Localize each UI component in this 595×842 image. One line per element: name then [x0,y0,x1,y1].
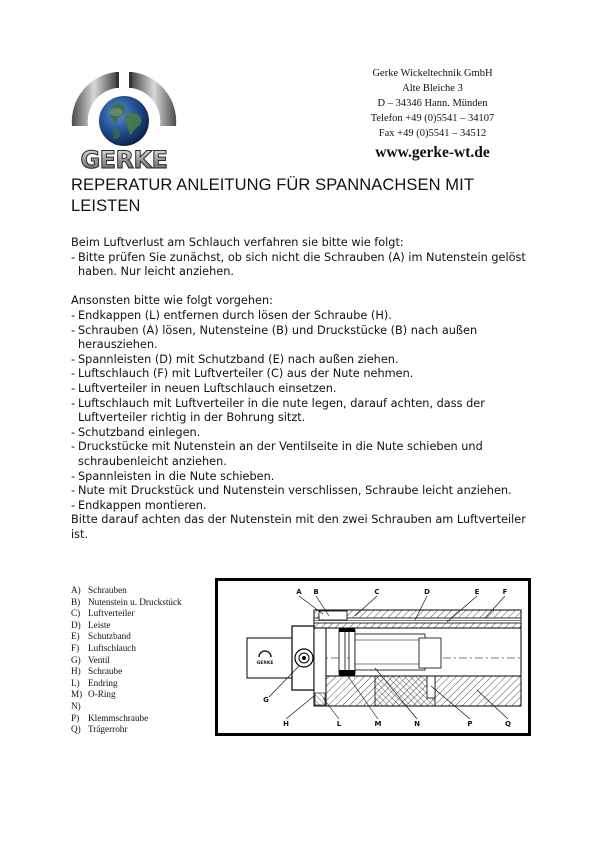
label-f: F [502,588,508,596]
legend-row [71,666,216,678]
label-b: B [313,588,319,596]
label-a: A [296,588,302,596]
legend-key: M) [71,689,83,700]
section2-step: - Spannleisten in die Nute schieben. [71,470,541,485]
company-website: www.gerke-wt.de [375,144,490,161]
drawing-badge: GERKE [256,661,274,666]
legend-key: P) [71,712,80,723]
section1-step: - Bitte prüfen Sie zunächst, ob sich nicht die Schrauben (A) im Nutenstein gelöst haben. Nur leicht anziehen. [71,251,541,280]
label-d: D [424,588,430,596]
company-city: D – 34346 Hann. Münden [377,98,488,109]
legend-key: N) [71,700,81,711]
legend-row [71,724,216,736]
section2-step: - Luftschlauch (F) mit Luftverteiler (C) aus der Nute nehmen. [71,367,541,382]
legend-row [71,701,216,713]
shaft-cross-section-drawing [215,578,531,736]
legend-row [71,597,216,609]
section2-step: - Druckstücke mit Nutenstein an der Ventilseite in die Nute schieben und schraubenleicht anziehen. [71,440,541,469]
legend-label: Ventil [88,654,110,665]
parts-legend [71,585,216,736]
label-m: M [374,720,382,728]
section2-steps [71,309,541,513]
legend-key: D) [71,619,81,630]
legend-key: L) [71,677,80,688]
label-q: Q [505,720,511,728]
section2-step: - Schrauben (A) lösen, Nutensteine (B) und Druckstücke (B) nach außen herausziehen. [71,324,541,353]
label-g: G [263,696,269,704]
legend-key: Q) [71,724,81,735]
section1-steps [71,251,541,280]
instructions-body [71,236,541,542]
legend-label: Trägerrohr [88,724,128,735]
legend-row [71,678,216,690]
legend-label: Schraube [88,666,123,677]
legend-key: A) [71,585,81,595]
logo-wordmark: GERKE [80,146,168,172]
legend-label: Luftschlauch [88,642,136,653]
company-name: Gerke Wickeltechnik GmbH [372,68,493,79]
section2-step: - Luftschlauch mit Luftverteiler in die nute legen, darauf achten, dass der Luftverteiler richtig in der Bohrung sitzt. [71,397,541,426]
legend-label: Luftverteiler [88,608,135,619]
legend-label: Leiste [88,619,111,630]
label-n: N [414,720,420,728]
legend-key: C) [71,608,81,619]
legend-label: Endring [88,677,118,688]
section1-intro: Beim Luftverlust am Schlauch verfahren sie bitte wie folgt: [71,236,404,249]
gerke-logo-graphic [68,68,180,172]
legend-row [71,585,216,597]
legend-row [71,713,216,725]
section2-step: - Endkappen montieren. [71,499,541,514]
legend-key: F) [71,642,80,653]
legend-label: Nutenstein u. Druckstück [88,596,182,607]
legend-label: Schrauben [88,585,127,595]
gerke-logo [68,68,180,172]
section2-intro: Ansonsten bitte wie folgt vorgehen: [71,294,273,308]
label-c: C [374,588,380,596]
shaft-cross-section-figure [215,578,531,736]
section2-step: - Spannleisten (D) mit Schutzband (E) nach außen ziehen. [71,353,541,368]
company-phone: Telefon +49 (0)5541 – 34107 [370,113,495,124]
legend-row [71,689,216,701]
legend-row [71,620,216,632]
legend-key: E) [71,631,80,642]
section2-step: - Luftverteiler in neuen Luftschlauch einsetzen. [71,382,541,397]
label-l: L [336,720,342,728]
label-e: E [474,588,480,596]
legend-row [71,608,216,620]
closing-note: Bitte darauf achten das der Nutenstein mit den zwei Schrauben am Luftverteiler ist. [71,513,526,541]
company-fax: Fax +49 (0)5541 – 34512 [378,128,487,139]
label-h: H [283,720,289,728]
legend-key: B) [71,596,81,607]
legend-label: Schutzband [88,631,131,642]
document-title: REPERATUR ANLEITUNG FÜR SPANNACHSEN MIT LEISTEN [71,176,474,215]
legend-key: G) [71,654,81,665]
company-address-block [330,66,535,162]
legend-key: H) [71,666,81,677]
section2-step: - Schutzband einlegen. [71,426,541,441]
legend-row [71,631,216,643]
section2-step: - Nute mit Druckstück und Nutenstein verschlissen, Schraube leicht anziehen. [71,484,541,499]
legend-label: O-Ring [88,689,116,700]
legend-row [71,643,216,655]
legend-row [71,655,216,667]
section2-step: - Endkappen (L) entfernen durch lösen der Schraube (H). [71,309,541,324]
legend-label: Klemmschraube [88,712,149,723]
company-street: Alte Bleiche 3 [402,83,463,94]
label-p: P [467,720,473,728]
